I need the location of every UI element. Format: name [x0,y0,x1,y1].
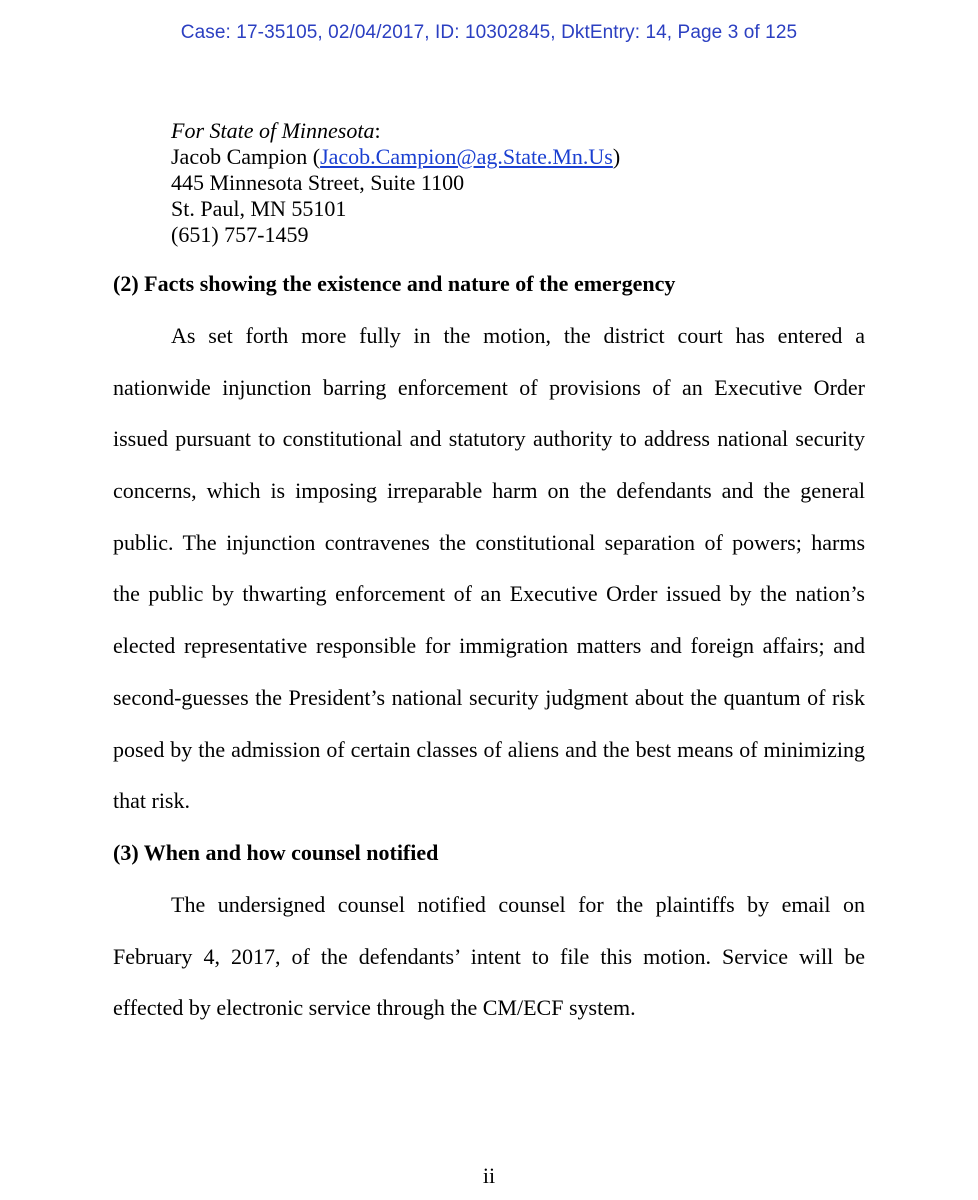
page-number: ii [482,1163,496,1188]
paragraph-line: second-guesses the President’s national security judgment about the quantum of risk [113,684,865,710]
case-header: Case: 17-35105, 02/04/2017, ID: 10302845, DktEntry: 14, Page 3 of 125 [180,22,798,43]
paragraph-line: February 4, 2017, of the defendants’ intent to file this motion. Service will be [113,943,865,969]
counsel-phone: (651) 757-1459 [171,222,309,247]
paragraph-line: that risk. [113,788,190,814]
paragraph-line: posed by the admission of certain classes of aliens and the best means of minimizing [113,736,865,762]
counsel-address-city: St. Paul, MN 55101 [171,196,347,221]
section-2-heading: (2) Facts showing the existence and nature of the emergency [113,271,676,296]
counsel-name-close: ) [612,144,621,169]
state-label: For State of Minnesota [171,118,375,143]
paragraph-line: nationwide injunction barring enforcement of provisions of an Executive Order [113,374,865,400]
section-2-paragraph [113,310,865,827]
state-label-line [171,118,620,144]
counsel-address-street: 445 Minnesota Street, Suite 1100 [171,170,465,195]
paragraph-line: the public by thwarting enforcement of an Executive Order issued by the nation’s [113,581,865,607]
paragraph-line: elected representative responsible for immigration matters and foreign affairs; and [113,633,865,659]
paragraph-line: As set forth more fully in the motion, the district court has entered a [171,323,865,348]
state-label-colon: : [374,118,381,143]
counsel-block [171,118,620,248]
counsel-name-line [171,144,620,170]
paragraph-line: effected by electronic service through the CM/ECF system. [113,995,636,1021]
section-3-paragraph [113,879,865,1034]
paragraph-line: The undersigned counsel notified counsel for the plaintiffs by email on [171,892,865,917]
counsel-email-link[interactable]: Jacob.Campion@ag.State.Mn.Us [320,144,613,169]
paragraph-line: public. The injunction contravenes the constitutional separation of powers; harms [113,529,865,555]
section-3-heading: (3) When and how counsel notified [113,840,439,865]
paragraph-line: issued pursuant to constitutional and statutory authority to address national security [113,426,865,452]
counsel-name: Jacob Campion ( [171,144,321,169]
paragraph-line: concerns, which is imposing irreparable harm on the defendants and the general [113,478,865,504]
